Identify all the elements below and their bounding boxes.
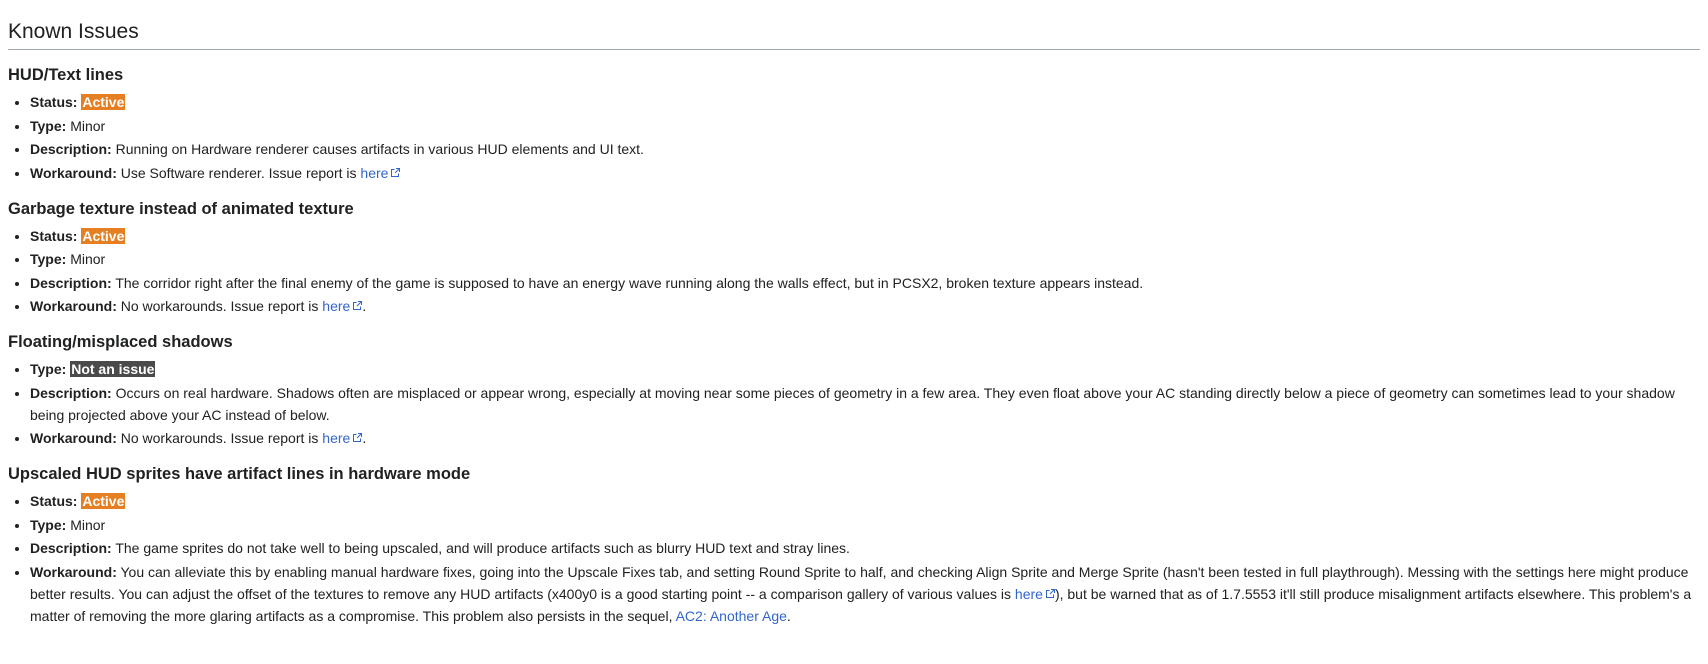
workaround-label: Workaround: [30, 298, 117, 314]
workaround-item [30, 561, 1700, 627]
issue-report-link-text[interactable]: here [322, 430, 351, 446]
status-badge: Active [82, 94, 125, 110]
external-link-icon [352, 433, 362, 443]
status-badge: Active [82, 227, 125, 244]
type-item [30, 248, 1700, 270]
type-label: Type: [30, 117, 67, 134]
issue-title: Garbage texture instead of animated texture [8, 199, 354, 218]
section-heading-known-issues: Known Issues [8, 18, 1700, 50]
issue-title: Upscaled HUD sprites have artifact lines in hardware mode [8, 465, 471, 483]
issue-details-list [30, 225, 1700, 318]
workaround-tail: . [786, 607, 791, 624]
description-item [30, 138, 1700, 160]
status-label: Status: [30, 94, 78, 110]
type-label: Type: [30, 251, 67, 267]
description-text: Occurs on real hardware. Shadows often are misplaced or appear wrong, especially at moving near some pieces of geometry in a few area. They even float above your AC standing directly below a piece of geometry can sometimes lead to your shadow being projected above your AC instead of below. [30, 384, 1675, 423]
type-label: Type: [30, 516, 67, 533]
workaround-tail: . [362, 430, 367, 446]
description-item [30, 382, 1700, 426]
description-item [30, 537, 1700, 559]
external-link-icon [352, 301, 362, 311]
type-label: Type: [30, 361, 67, 377]
workaround-text: No workarounds. Issue report is [120, 430, 323, 446]
description-text: Running on Hardware renderer causes artifacts in various HUD elements and UI text. [115, 141, 644, 157]
workaround-item [30, 427, 1700, 449]
type-item [30, 115, 1700, 137]
status-item [30, 225, 1700, 247]
type-item [30, 358, 1700, 380]
description-label: Description: [30, 540, 112, 556]
issue-details-list [30, 358, 1700, 449]
workaround-label: Workaround: [30, 430, 117, 446]
workaround-label: Workaround: [30, 563, 117, 580]
description-label: Description: [30, 274, 112, 291]
description-text: The corridor right after the final enemy of the game is supposed to have an energy wave running along the walls effect, but in PCSX2, broken texture appears instead. [115, 274, 1144, 291]
issue-report-link[interactable] [360, 165, 400, 181]
issue-upscaled-hud-sprites [8, 464, 1700, 627]
workaround-text: You can alleviate this by enabling manual hardware fixes, going into the Upscale Fixes tab, and setting Round Sprite to half, and checking Align Sprite and Merge Sprite (hasn't been tested in full playthrough). Messing with the settings here might produce better results. You can adjust the offset of the textures to remove any HUD artifacts (x400y0 is a good starting point -- a comparison gallery of various values is [30, 563, 1689, 602]
sequel-link[interactable]: AC2: Another Age [675, 607, 787, 624]
workaround-middle-text: ), but be warned that as of 1.7.5553 it'll still produce misalignment artifacts elsewhere. This problem's a matter of removing the more glaring artifacts as a compromise. This problem also persists in the sequel, [30, 585, 1692, 624]
description-label: Description: [30, 141, 112, 157]
workaround-item [30, 162, 1700, 184]
status-item [30, 91, 1700, 113]
issue-report-link[interactable] [322, 298, 362, 314]
workaround-label: Workaround: [30, 164, 117, 181]
status-label: Status: [30, 493, 78, 509]
workaround-tail: . [362, 298, 367, 314]
description-item [30, 272, 1700, 294]
external-link-icon [390, 168, 400, 178]
issue-report-link-text[interactable]: here [322, 298, 351, 314]
page-content [8, 0, 1700, 628]
type-value: Minor [70, 251, 106, 267]
external-link-icon [1045, 589, 1055, 599]
workaround-text: Use Software renderer. Issue report is [120, 164, 361, 181]
issue-garbage-texture [8, 199, 1700, 318]
gallery-link[interactable] [1015, 586, 1055, 602]
issue-hud-text-lines [8, 65, 1700, 184]
issue-title: Floating/misplaced shadows [8, 333, 233, 351]
description-label: Description: [30, 384, 112, 401]
description-text: The game sprites do not take well to being upscaled, and will produce artifacts such as blurry HUD text and stray lines. [115, 540, 850, 556]
workaround-text: No workarounds. Issue report is [120, 298, 323, 314]
issue-title: HUD/Text lines [8, 66, 124, 84]
issue-floating-shadows [8, 332, 1700, 449]
type-value: Minor [70, 117, 106, 134]
issue-details-list [30, 91, 1700, 184]
issue-report-link-text[interactable]: here [360, 164, 389, 181]
type-value: Minor [70, 516, 106, 533]
workaround-item [30, 295, 1700, 317]
issue-details-list [30, 490, 1700, 627]
status-item [30, 490, 1700, 512]
gallery-link-text[interactable]: here [1014, 585, 1043, 602]
issue-report-link[interactable] [322, 430, 362, 446]
type-badge: Not an issue [71, 361, 155, 377]
type-item [30, 514, 1700, 536]
status-label: Status: [30, 227, 78, 244]
status-badge: Active [82, 493, 125, 509]
